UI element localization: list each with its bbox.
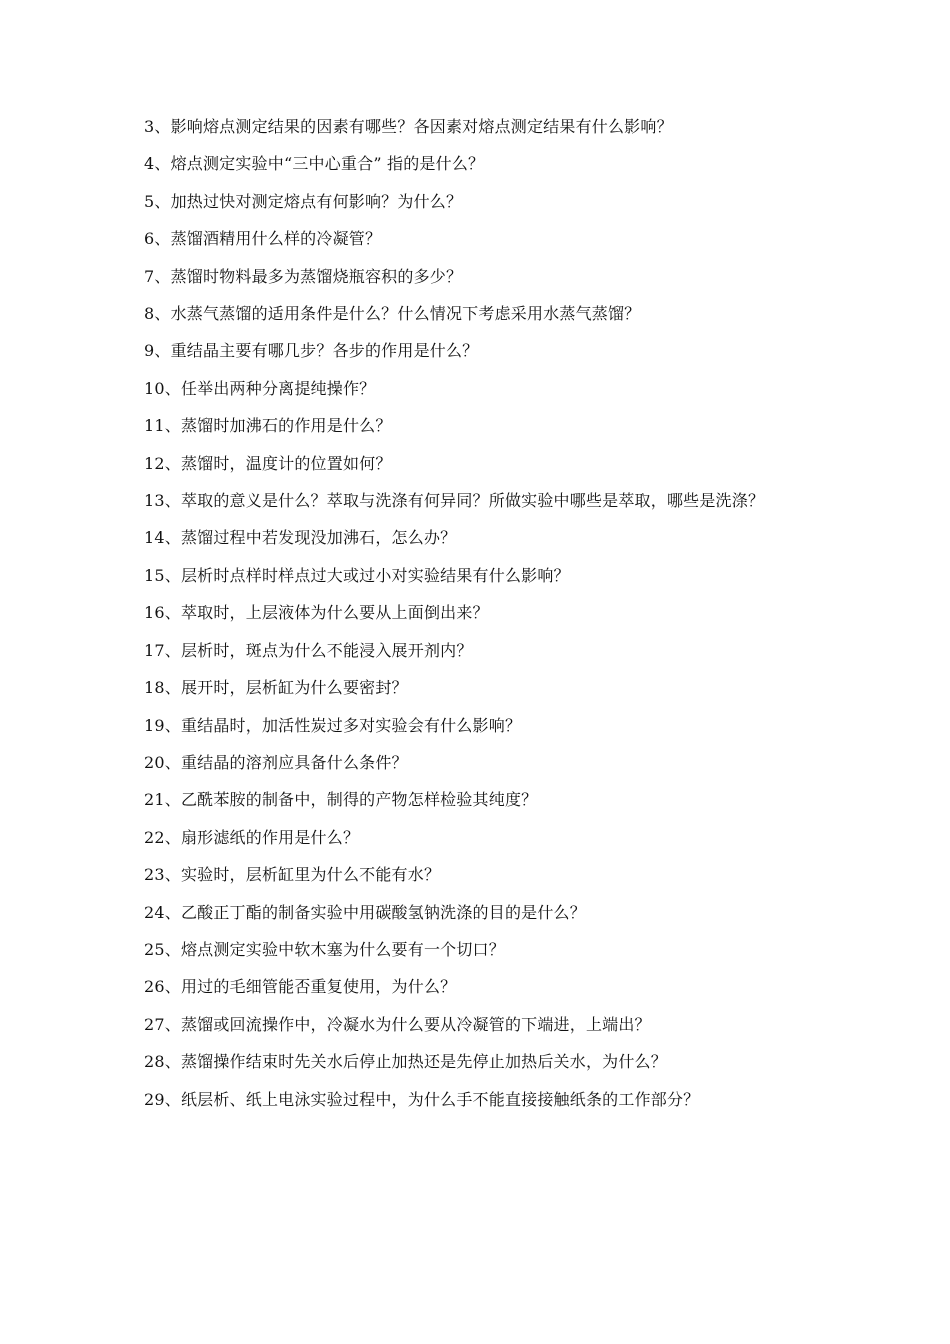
question-4: 4、熔点测定实验中“三中心重合” 指的是什么？ (144, 154, 485, 174)
question-29: 29、纸层析、纸上电泳实验过程中，为什么手不能直接接触纸条的工作部分？ (144, 1089, 700, 1109)
question-5: 5、加热过快对测定熔点有何影响？为什么？ (144, 191, 463, 211)
question-6: 6、蒸馏酒精用什么样的冷凝管？ (144, 229, 382, 249)
question-24: 24、乙酸正丁酯的制备实验中用碳酸氢钠洗涤的目的是什么？ (144, 902, 586, 922)
question-16: 16、萃取时，上层液体为什么要从上面倒出来？ (144, 603, 489, 623)
question-17: 17、层析时，斑点为什么不能浸入展开剂内？ (144, 640, 473, 660)
question-15: 15、层析时点样时样点过大或过小对实验结果有什么影响？ (144, 565, 570, 585)
question-20: 20、重结晶的溶剂应具备什么条件？ (144, 752, 408, 772)
question-22: 22、扇形滤纸的作用是什么？ (144, 827, 360, 847)
question-25: 25、熔点测定实验中软木塞为什么要有一个切口？ (144, 939, 505, 959)
question-10: 10、任举出两种分离提纯操作？ (144, 378, 376, 398)
question-27: 27、蒸馏或回流操作中，冷凝水为什么要从冷凝管的下端进，上端出？ (144, 1014, 651, 1034)
question-7: 7、蒸馏时物料最多为蒸馏烧瓶容积的多少？ (144, 266, 463, 286)
question-28: 28、蒸馏操作结束时先关水后停止加热还是先停止加热后关水，为什么？ (144, 1052, 667, 1072)
question-11: 11、蒸馏时加沸石的作用是什么？ (144, 416, 392, 436)
question-19: 19、重结晶时，加活性炭过多对实验会有什么影响？ (144, 715, 522, 735)
question-12: 12、蒸馏时，温度计的位置如何？ (144, 453, 392, 473)
question-23: 23、实验时，层析缸里为什么不能有水？ (144, 865, 441, 885)
question-8: 8、水蒸气蒸馏的适用条件是什么？什么情况下考虑采用水蒸气蒸馏？ (144, 304, 641, 324)
question-9: 9、重结晶主要有哪几步？各步的作用是什么？ (144, 341, 479, 361)
question-26: 26、用过的毛细管能否重复使用，为什么？ (144, 977, 457, 997)
question-3: 3、影响熔点测定结果的因素有哪些？各因素对熔点测定结果有什么影响？ (144, 117, 673, 136)
question-18: 18、展开时，层析缸为什么要密封？ (144, 678, 408, 698)
question-13: 13、萃取的意义是什么？萃取与洗涤有何异同？所做实验中哪些是萃取，哪些是洗涤？ (144, 491, 765, 511)
question-14: 14、蒸馏过程中若发现没加沸石，怎么办？ (144, 528, 457, 548)
question-21: 21、乙酰苯胺的制备中，制得的产物怎样检验其纯度？ (144, 790, 538, 810)
question-list (144, 108, 812, 1118)
